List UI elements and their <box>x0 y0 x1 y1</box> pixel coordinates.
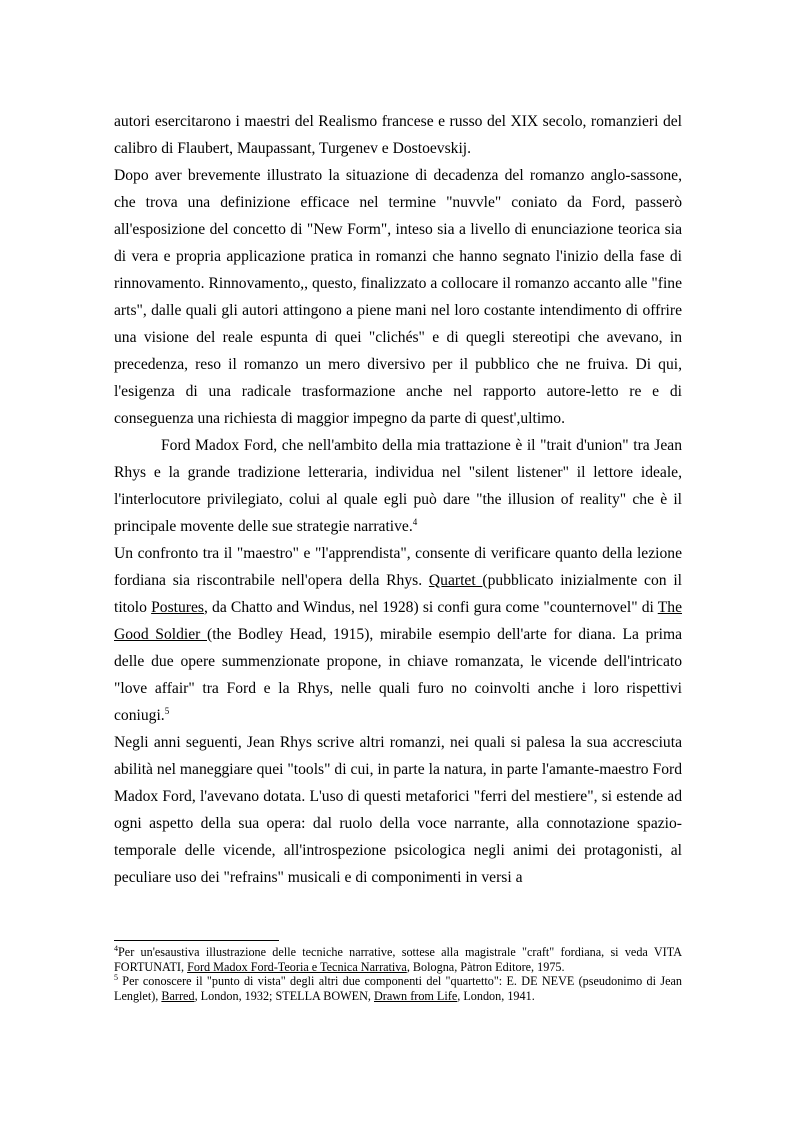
footnote-5-title-barred: Barred <box>161 988 195 1003</box>
paragraph-5: Negli anni seguenti, Jean Rhys scrive altri romanzi, nei quali si palesa la sua accresciuta abilità nel maneggiare quei "tools" di cui, in parte la natura, in parte l'amante-maestro Ford Madox Ford, l'avevano dotata. L'uso di questi metaforici "ferri del mestiere", si estende ad ogni aspetto della sua opera: dal ruolo della voce narrante, alla connotazione spazio-temporale delle vicende, all'introspezione psicologica negli animi dei protagonisti, al peculiare uso dei "refrains" musicali e di componimenti in versi a <box>114 734 682 886</box>
footnote-5 <box>114 974 682 1003</box>
footnotes <box>114 945 682 1003</box>
footnote-separator <box>114 940 279 941</box>
paragraph-4-text-4: (the Bodley Head, 1915), mirabile esempio dell'arte for diana. La prima delle due opere summenzionate propone, in chiave romanzata, le vicende dell'intricato "love affair" tra Ford e la Rhys, nelle quali furo no coinvolti anche i loro rispettivi coniugi. <box>114 626 682 724</box>
paragraph-1: autori esercitarono i maestri del Realismo francese e russo del XIX secolo, romanzieri del calibro di Flaubert, Maupassant, Turgenev e Dostoevskij. <box>114 113 682 157</box>
footnote-4 <box>114 945 682 974</box>
footnote-4-text-2: , Bologna, Pàtron Editore, 1975. <box>406 959 565 974</box>
footnote-ref-5[interactable]: 5 <box>164 706 170 716</box>
paragraph-4-text-1: Un confronto tra il "maestro" e "l'apprendista", consente di verificare quanto della lezione fordiana sia riscontrabile nell'opera della Rhys. <box>114 545 682 589</box>
paragraph-4-text-2: (pubblicato inizialmente con il titolo <box>114 572 682 616</box>
paragraph-3 <box>114 432 682 540</box>
footnote-5-number: 5 <box>114 973 118 982</box>
title-quartet: Quartet <box>428 572 483 589</box>
footnote-5-text-1: Per conoscere il "punto di vista" degli altri due componenti del "quartetto": E. DE NEVE (pseudonimo di Jean Lenglet), <box>114 974 682 1003</box>
paragraph-4-text-3: , da Chatto and Windus, nel 1928) si confi gura come "counternovel" di <box>203 599 658 616</box>
title-postures: Postures <box>151 599 204 616</box>
title-good-soldier: The Good Soldier <box>114 599 682 643</box>
footnote-4-number: 4 <box>114 944 118 953</box>
footnote-5-text-2: , London, 1932; STELLA BOWEN, <box>194 988 374 1003</box>
footnote-5-title-drawn: Drawn from Life <box>373 988 458 1003</box>
paragraph-2: Dopo aver brevemente illustrato la situazione di decadenza del romanzo anglo-sassone, che trova una definizione efficace nel termine "nuvvle" coniato da Ford, passerò all'esposizione del concetto di "New Form", inteso sia a livello di enunciazione teorica sia di vera e propria applicazione pratica in romanzi che hanno segnato l'inizio della fase di rinnovamento. Rinnovamento,, questo, finalizzato a collocare il romanzo accanto alle "fine arts", dalle quali gli autori attingono a piene mani nel loro costante intendimento di offrire una visione del reale espunta di quei "clichés" e di quegli stereotipi che avevano, in precedenza, reso il romanzo un mero diversivo per il pubblico che ne fruiva. Di qui, l'esigenza di una radicale trasformazione anche nel rapporto autore-letto re e di conseguenza una richiesta di maggior impegno da parte di quest',ultimo. <box>114 167 682 427</box>
page-body <box>114 108 682 891</box>
footnote-4-title: Ford Madox Ford-Teoria e Tecnica Narrativa <box>187 959 407 974</box>
footnote-ref-4[interactable]: 4 <box>412 517 418 527</box>
paragraph-4 <box>114 540 682 729</box>
paragraph-3-text: Ford Madox Ford, che nell'ambito della mia trattazione è il "trait d'union" tra Jean Rhys e la grande tradizione letteraria, individua nel "silent listener" il lettore ideale, l'interlocutore privilegiato, colui al quale egli può dare "the illusion of reality" che è il principale movente delle sue strategie narrative. <box>114 437 682 535</box>
footnote-5-text-3: , London, 1941. <box>457 988 535 1003</box>
footnote-4-text-1: Per un'esaustiva illustrazione delle tecniche narrative, sottese alla magistrale "craft" fordiana, si veda VITA FORTUNATI, <box>114 945 682 974</box>
